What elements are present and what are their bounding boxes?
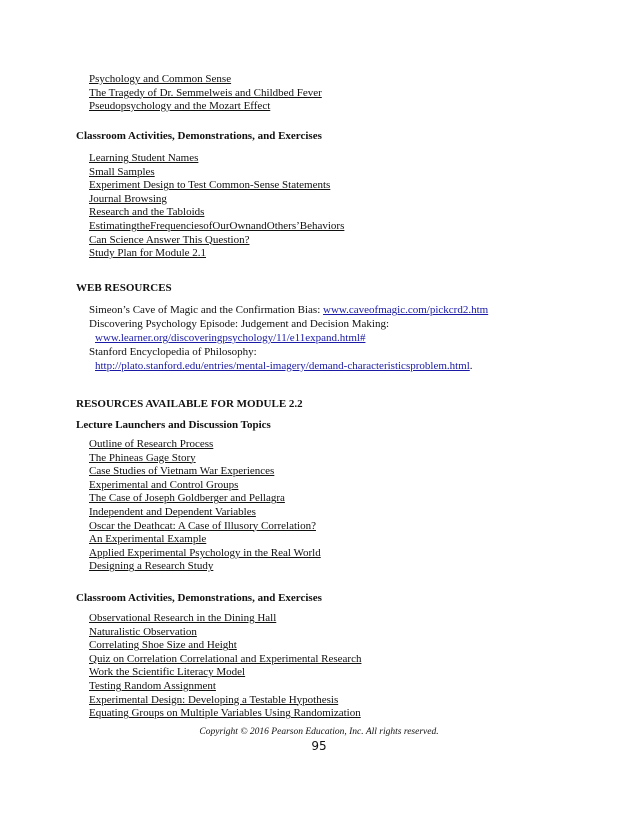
lecture-item[interactable]: Pseudopsychology and the Mozart Effect (89, 100, 271, 113)
lecture-item[interactable]: Independent and Dependent Variables (89, 505, 256, 518)
activity-item[interactable]: Correlating Shoe Size and Height (89, 639, 237, 652)
activity-item[interactable]: Research and the Tabloids (89, 206, 205, 219)
section-heading: Classroom Activities, Demonstrations, and Exercises (76, 130, 322, 142)
web-resource-stanford: Stanford Encyclopedia of Philosophy: (89, 346, 257, 358)
activity-item[interactable]: Experiment Design to Test Common-Sense Statements (89, 179, 331, 192)
stanford-suffix: . (469, 360, 473, 372)
stanford-link-row (89, 359, 473, 373)
activity-item[interactable]: Experimental Design: Developing a Testable Hypothesis (89, 693, 339, 706)
module-2-2-activity-list (89, 612, 361, 721)
activity-item[interactable]: Learning Student Names (89, 152, 199, 164)
web-resource-simeon (89, 303, 488, 317)
web-resource-text: Simeon’s Cave of Magic and the Confirmation Bias: (89, 304, 324, 316)
activity-item[interactable]: Equating Groups on Multiple Variables Using Randomization (89, 707, 361, 720)
activity-item[interactable]: EstimatingtheFrequenciesofOurOwnandOthers’Behaviors (89, 219, 345, 232)
lecture-item[interactable]: Experimental and Control Groups (89, 478, 239, 491)
lecture-item[interactable]: The Tragedy of Dr. Semmelweis and Childbed Fever (89, 86, 322, 99)
simeon-link[interactable]: www.caveofmagic.com/pickcrd2.htm (323, 304, 489, 316)
page-number: 95 (311, 739, 327, 753)
web-resource-discovering: Discovering Psychology Episode: Judgement and Decision Making: (89, 318, 390, 330)
discovering-link[interactable]: www.learner.org/discoveringpsychology/11/e11expand.html# (95, 332, 366, 344)
activity-item[interactable]: Naturalistic Observation (89, 625, 197, 638)
lecture-item[interactable]: Oscar the Deathcat: A Case of Illusory Correlation? (89, 519, 316, 532)
web-resources-heading: WEB RESOURCES (76, 282, 172, 294)
module-2-1-lecture-list (89, 73, 322, 114)
lecture-item[interactable]: Applied Experimental Psychology in the Real World (89, 546, 321, 559)
activity-item[interactable]: Work the Scientific Literacy Model (89, 666, 246, 679)
module-2-2-lecture-list (89, 438, 321, 574)
stanford-link[interactable]: http://plato.stanford.edu/entries/mental-imagery/demand-characteristicsproblem.html (95, 360, 470, 372)
module-2-2-heading: RESOURCES AVAILABLE FOR MODULE 2.2 (76, 398, 303, 410)
lecture-item[interactable]: Psychology and Common Sense (89, 73, 232, 85)
discovering-link-row (89, 331, 365, 345)
activity-item[interactable]: Testing Random Assignment (89, 679, 216, 692)
module-2-1-activity-list (89, 152, 344, 261)
activity-item[interactable]: Study Plan for Module 2.1 (89, 247, 207, 260)
lecture-item[interactable]: The Phineas Gage Story (89, 451, 196, 464)
activity-item[interactable]: Observational Research in the Dining Hall (89, 612, 277, 624)
lecture-item[interactable]: An Experimental Example (89, 533, 207, 546)
activity-item[interactable]: Small Samples (89, 165, 155, 178)
lecture-item[interactable]: Designing a Research Study (89, 560, 214, 573)
lecture-item[interactable]: Case Studies of Vietnam War Experiences (89, 465, 275, 478)
activity-item[interactable]: Can Science Answer This Question? (89, 233, 250, 246)
section-heading: Classroom Activities, Demonstrations, and Exercises (76, 592, 322, 604)
activity-item[interactable]: Journal Browsing (89, 192, 167, 205)
copyright-notice: Copyright © 2016 Pearson Education, Inc. All rights reserved. (199, 727, 439, 737)
lecture-item[interactable]: Outline of Research Process (89, 438, 214, 450)
lecture-item[interactable]: The Case of Joseph Goldberger and Pellagra (89, 492, 285, 505)
lecture-launchers-heading: Lecture Launchers and Discussion Topics (76, 419, 271, 431)
activity-item[interactable]: Quiz on Correlation Correlational and Experimental Research (89, 652, 362, 665)
